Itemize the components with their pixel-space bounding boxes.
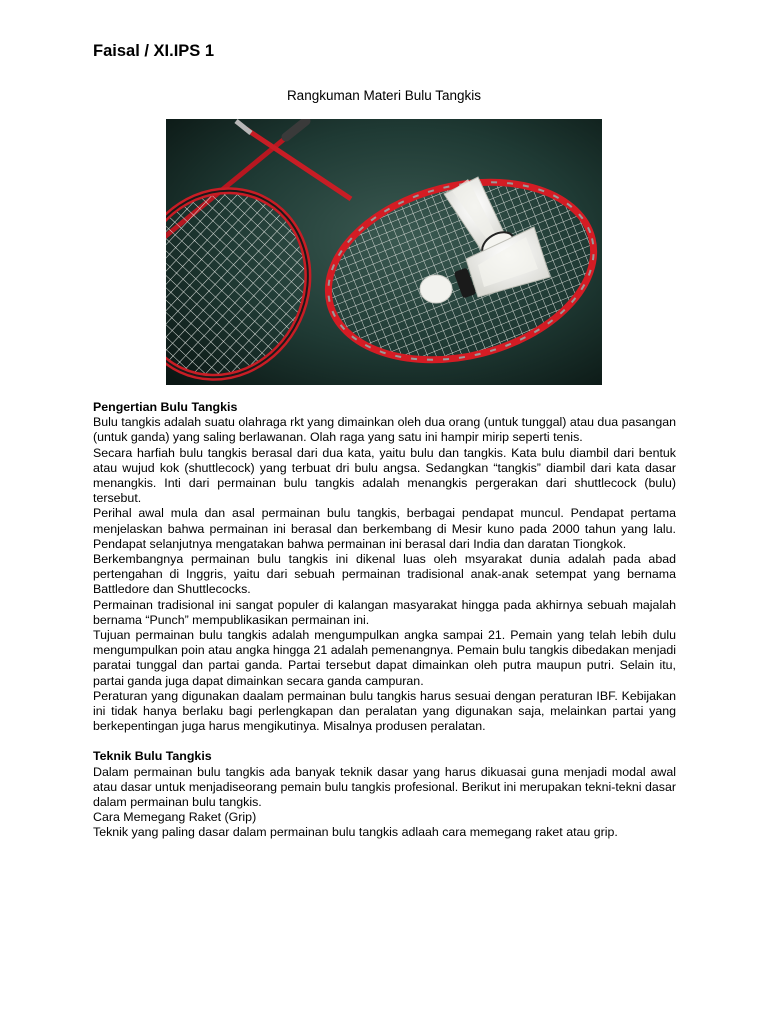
paragraph: Dalam permainan bulu tangkis ada banyak teknik dasar yang harus dikuasai guna menjadi modal awal atau dasar untuk menjadiseorang pemain bulu tangkis profesional. Berikut ini merupakan tekni-tekni dasar dalam permainan bulu tangkis.	[93, 764, 676, 810]
paragraph: Perihal awal mula dan asal permainan bulu tangkis, berbagai pendapat muncul. Pendapat pertama menjelaskan bahwa permainan ini berasal dan berkembang di Mesir kuno pada 2000 tahun yang lalu. Pendapat selanjutnya mengatakan bahwa permainan ini berasal dari India dan daratan Tiongkok.	[93, 506, 676, 551]
paragraph: Secara harfiah bulu tangkis berasal dari dua kata, yaitu bulu dan tangkis. Kata bulu diambil dari bentuk atau wujud kok (shuttlecock) yang terbuat dri bulu angsa. Sedangkan “tangkis” diambil dari kata dasar menangkis. Inti dari permainan bulu tangkis adalah menangkis pergerakan dari shuttlecock (bulu) tersebut.	[93, 445, 676, 506]
badminton-rackets-shuttlecock-icon	[166, 119, 602, 385]
document-body	[93, 400, 676, 841]
paragraph: Teknik yang paling dasar dalam permainan bulu tangkis adlaah cara memegang raket atau grip.	[93, 825, 618, 840]
paragraph: Peraturan yang digunakan daalam permainan bulu tangkis harus sesuai dengan peraturan IBF. Kebijakan ini tidak hanya berlaku bagi perlengkapan dan peralatan yang digunakan saja, melainkan partai yang berkepentingan juga harus mengikutinya. Misalnya produsen peralatan.	[93, 688, 676, 734]
paragraph: Permainan tradisional ini sangat populer di kalangan masyarakat hingga pada akhirnya sebuah majalah bernama “Punch” mempublikasikan permainan ini.	[93, 597, 676, 627]
section-spacer	[93, 734, 676, 749]
section-heading-teknik: Teknik Bulu Tangkis	[93, 749, 212, 764]
subheading-grip: Cara Memegang Raket (Grip)	[93, 810, 257, 825]
paragraph: Berkembangnya permainan bulu tangkis ini dikenal luas oleh msyarakat dunia adalah pada abad pertengahan di Inggris, yaitu dari sebuah permainan tradisional anak-anak setempat yang bernama Battledore dan Shuttlecocks.	[93, 552, 676, 597]
badminton-photo	[166, 119, 602, 385]
document-title: Rangkuman Materi Bulu Tangkis	[286, 88, 482, 103]
author-class-header: Faisal / XI.IPS 1	[93, 42, 215, 60]
section-heading-pengertian: Pengertian Bulu Tangkis	[93, 400, 238, 414]
paragraph: Bulu tangkis adalah suatu olahraga rkt yang dimainkan oleh dua orang (untuk tunggal) atau dua pasangan (untuk ganda) yang saling berlawanan. Olah raga yang satu ini hampir mirip seperti tenis.	[93, 415, 676, 445]
paragraph: Tujuan permainan bulu tangkis adalah mengumpulkan angka sampai 21. Pemain yang telah lebih dulu mengumpulkan poin atau angka hingga 21 adalah pemenangnya. Pemain bulu tangkis dibedakan menjadi paratai tunggal dan partai ganda. Partai tersebut dapat dimainkan oleh putra maupun putri. Selain itu, partai ganda juga dapat dimainkan secara ganda campuran.	[93, 628, 676, 688]
